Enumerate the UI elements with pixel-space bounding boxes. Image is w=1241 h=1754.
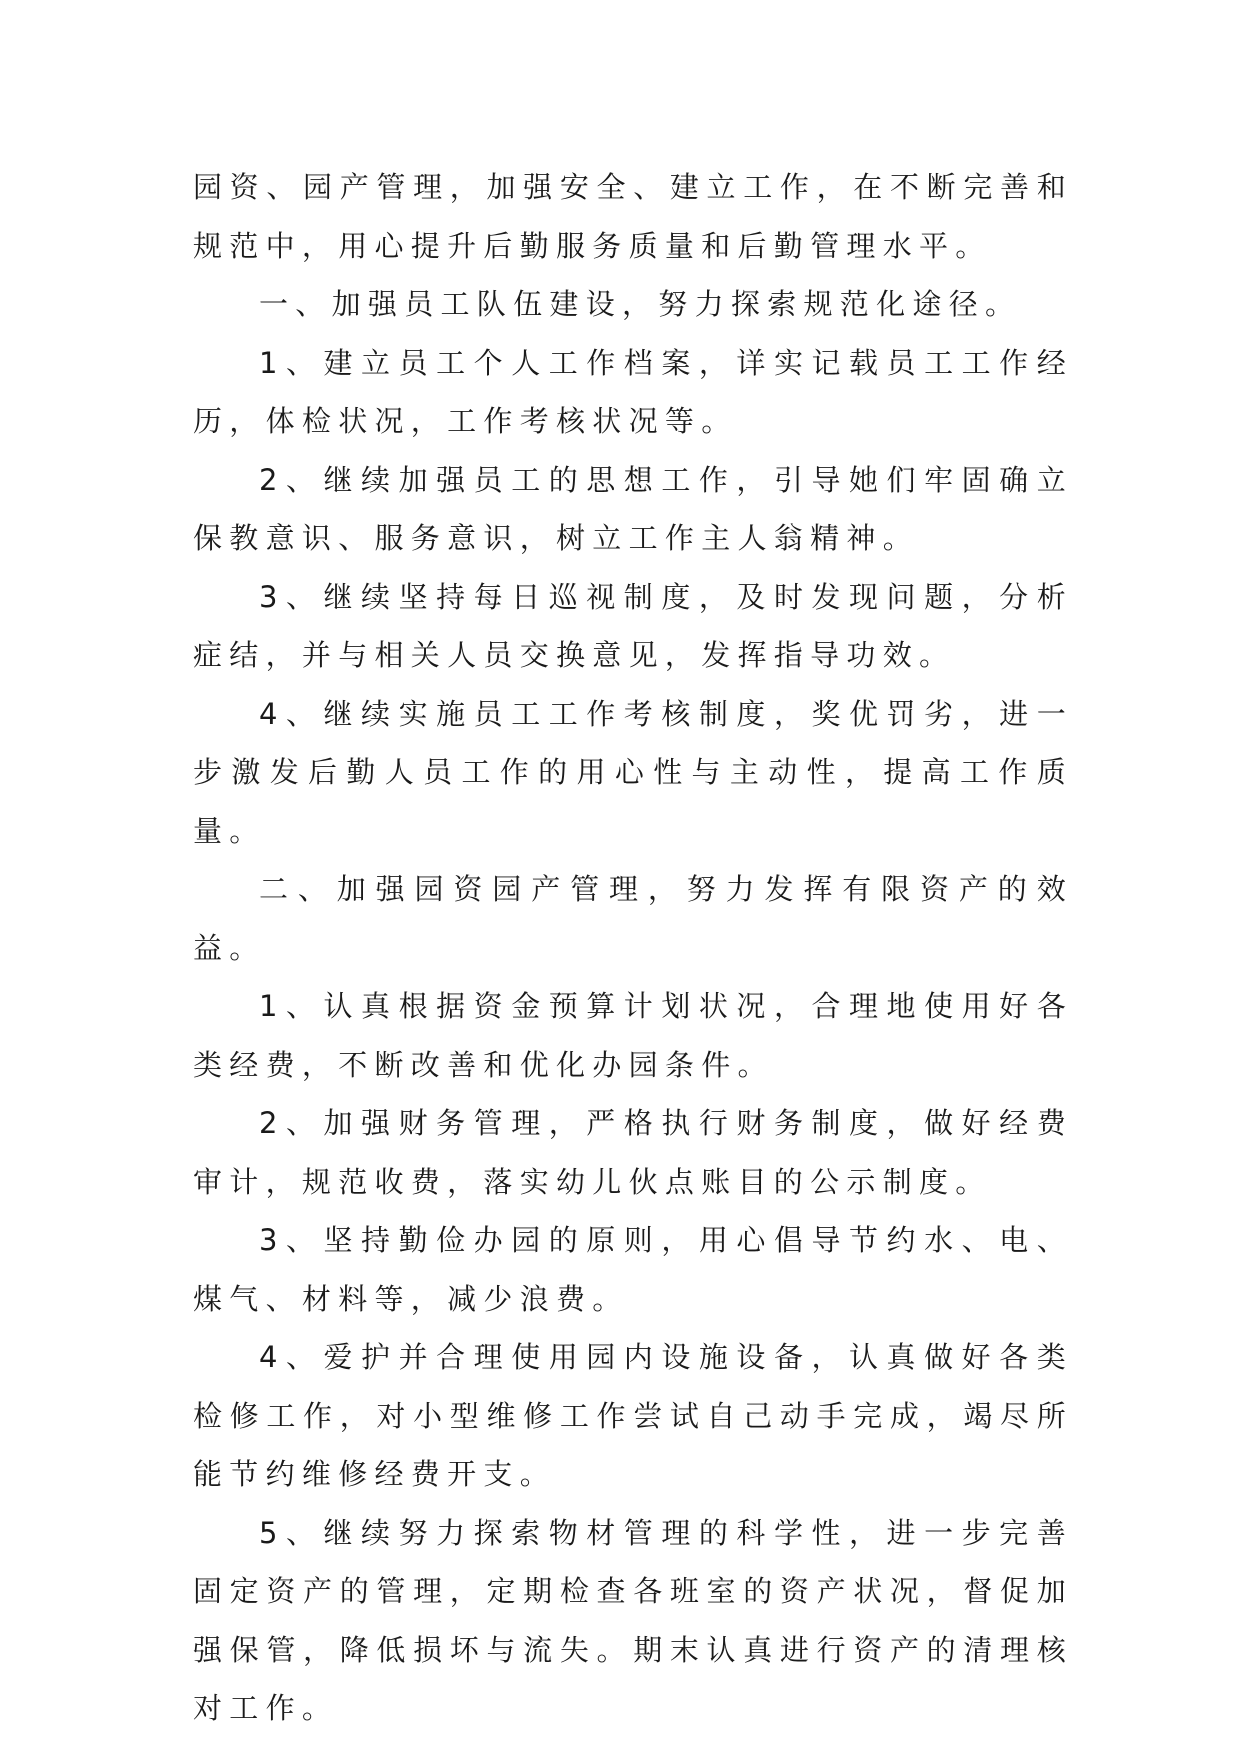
paragraph-item-3-thrift: 3、坚持勤俭办园的原则，用心倡导节约水、电、煤气、材料等，减少浪费。: [193, 1223, 1073, 1316]
paragraph-item-4-staff-assessment: 4、继续实施员工工作考核制度，奖优罚劣，进一步激发后勤人员工作的用心性与主动性，提高工作质量。: [193, 696, 1073, 848]
section-heading-staff-building: 一、加强员工队伍建设，努力探索规范化途径。: [259, 287, 1022, 321]
document-body: [193, 158, 1073, 1738]
paragraph-item-2-finance: 2、加强财务管理，严格执行财务制度，做好经费审计，规范收费，落实幼儿伙点账目的公示制度。: [193, 1106, 1073, 1199]
section-heading-asset-management: 二、加强园资园产管理，努力发挥有限资产的效益。: [193, 872, 1073, 965]
paragraph-item-1-budget: 1、认真根据资金预算计划状况，合理地使用好各类经费，不断改善和优化办园条件。: [193, 989, 1073, 1082]
paragraph-intro-continuation: 园资、园产管理，加强安全、建立工作，在不断完善和规范中，用心提升后勤服务质量和后勤管理水平。: [193, 170, 1073, 263]
paragraph-item-4-facilities: 4、爱护并合理使用园内设施设备，认真做好各类检修工作，对小型维修工作尝试自己动手完成，竭尽所能节约维修经费开支。: [193, 1340, 1073, 1491]
paragraph-item-3-daily-inspection: 3、继续坚持每日巡视制度，及时发现问题，分析症结，并与相关人员交换意见，发挥指导功效。: [193, 579, 1073, 672]
paragraph-item-1-staff-records: 1、建立员工个人工作档案，详实记载员工工作经历，体检状况，工作考核状况等。: [193, 345, 1073, 438]
paragraph-item-5-materials: 5、继续努力探索物材管理的科学性，进一步完善固定资产的管理，定期检查各班室的资产状况，督促加强保管，降低损坏与流失。期末认真进行资产的清理核对工作。: [193, 1515, 1073, 1725]
paragraph-item-2-staff-ideology: 2、继续加强员工的思想工作，引导她们牢固确立保教意识、服务意识，树立工作主人翁精神。: [193, 462, 1073, 555]
